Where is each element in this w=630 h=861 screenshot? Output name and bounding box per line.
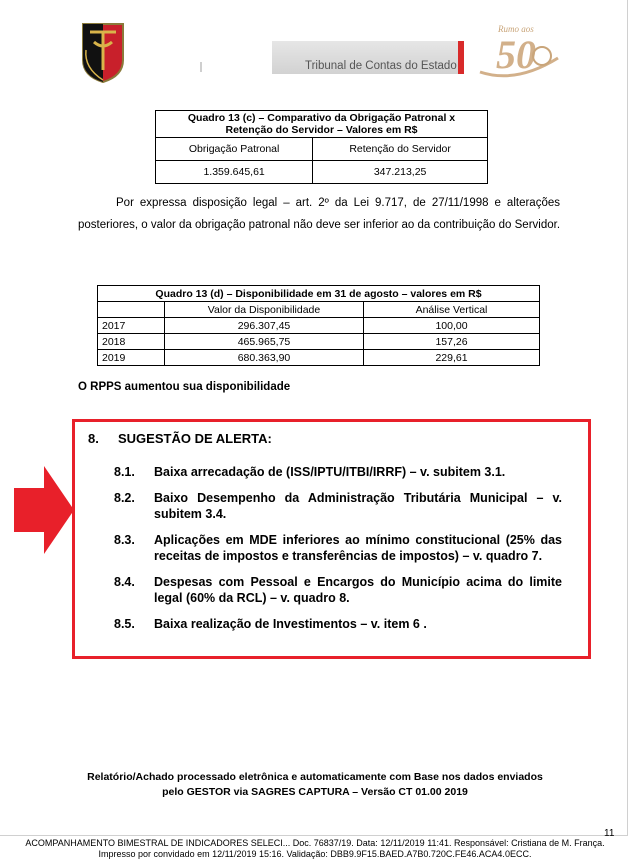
anniversary-number: 50 — [496, 32, 536, 77]
footer-note — [0, 770, 630, 800]
item-number: 8.4. — [114, 575, 135, 589]
column-header: Análise Vertical — [364, 302, 540, 318]
stamp-line1: ACOMPANHAMENTO BIMESTRAL DE INDICADORES SELECI... Doc. 76837/19. Data: 12/11/2019 11:41. Responsável: Cristiana de M. França. — [25, 838, 605, 848]
item-number: 8.3. — [114, 533, 135, 547]
table-title: Quadro 13 (d) – Disponibilidade em 31 de agosto – valores em R$ — [98, 286, 540, 302]
table-cell: 2018 — [98, 334, 165, 350]
table-cell: 465.965,75 — [165, 334, 364, 350]
table-title-line2: Retenção do Servidor – Valores em R$ — [225, 124, 418, 136]
list-item — [114, 464, 562, 480]
alert-heading — [88, 431, 272, 446]
list-item — [114, 574, 562, 606]
divider — [200, 62, 202, 72]
item-text: Despesas com Pessoal e Encargos do Município acima do limite legal (60% da RCL) – v. quadro 8. — [154, 575, 562, 605]
coat-of-arms-logo — [80, 20, 126, 84]
alert-number: 8. — [88, 431, 99, 446]
column-header: Obrigação Patronal — [156, 138, 313, 161]
table-row — [98, 350, 540, 366]
table-obrigacao-retencao — [155, 110, 488, 184]
table-row — [98, 318, 540, 334]
stamp-line2: Impresso por convidado em 12/11/2019 15:16. Validação: DBB9.9F15.BAED.A7B0.720C.FE46.ACA4.0ECC. — [98, 849, 532, 859]
item-number: 8.1. — [114, 465, 135, 479]
table-cell: 157,26 — [364, 334, 540, 350]
item-number: 8.5. — [114, 617, 135, 631]
page-number: 11 — [604, 828, 615, 839]
table-cell: 100,00 — [364, 318, 540, 334]
table-row — [98, 334, 540, 350]
arrow-right-icon — [14, 466, 74, 554]
item-text: Baixa realização de Investimentos – v. item 6 . — [154, 617, 427, 631]
item-text: Baixa arrecadação de (ISS/IPTU/ITBI/IRRF) – v. subitem 3.1. — [154, 465, 506, 479]
legal-paragraph: Por expressa disposição legal – art. 2º da Lei 9.717, de 27/11/1998 e alterações posteriores, o valor da obrigação patronal não deve ser inferior ao da contribuição do Servidor. — [78, 197, 561, 231]
list-item — [114, 490, 562, 522]
header-banner — [272, 41, 462, 77]
rpps-note: O RPPS aumentou sua disponibilidade — [78, 381, 291, 393]
list-item — [114, 532, 562, 564]
table-disponibilidade — [97, 285, 540, 366]
alert-list — [114, 464, 562, 642]
table-cell: 1.359.645,61 — [156, 161, 313, 184]
table-cell: 680.363,90 — [165, 350, 364, 366]
footer-line2: pelo GESTOR via SAGRES CAPTURA – Versão CT 01.00 2019 — [162, 786, 468, 798]
table-cell: 347.213,25 — [313, 161, 488, 184]
alert-title: SUGESTÃO DE ALERTA: — [118, 431, 272, 446]
table-title-line1: Quadro 13 (c) – Comparativo da Obrigação Patronal x — [187, 112, 456, 124]
table-title — [156, 111, 488, 138]
column-header: Valor da Disponibilidade — [165, 302, 364, 318]
table-cell: 2017 — [98, 318, 165, 334]
item-number: 8.2. — [114, 491, 135, 505]
table-cell: 296.307,45 — [165, 318, 364, 334]
anniversary-text: Rumo aos — [498, 24, 534, 34]
list-item — [114, 616, 562, 632]
table-cell: 2019 — [98, 350, 165, 366]
footer-line1: Relatório/Achado processado eletrônica e automaticamente com Base nos dados enviados — [87, 771, 543, 783]
anniversary-logo — [476, 18, 562, 80]
validation-stamp — [0, 838, 630, 860]
org-name: Tribunal de Contas do Estado — [305, 60, 457, 72]
item-text: Aplicações em MDE inferiores ao mínimo constitucional (25% das receitas de impostos e transferências de impostos) – v. quadro 7. — [154, 533, 562, 563]
item-text: Baixo Desempenho da Administração Tributária Municipal – v. subitem 3.4. — [154, 491, 562, 521]
table-cell: 229,61 — [364, 350, 540, 366]
column-header: Retenção do Servidor — [313, 138, 488, 161]
